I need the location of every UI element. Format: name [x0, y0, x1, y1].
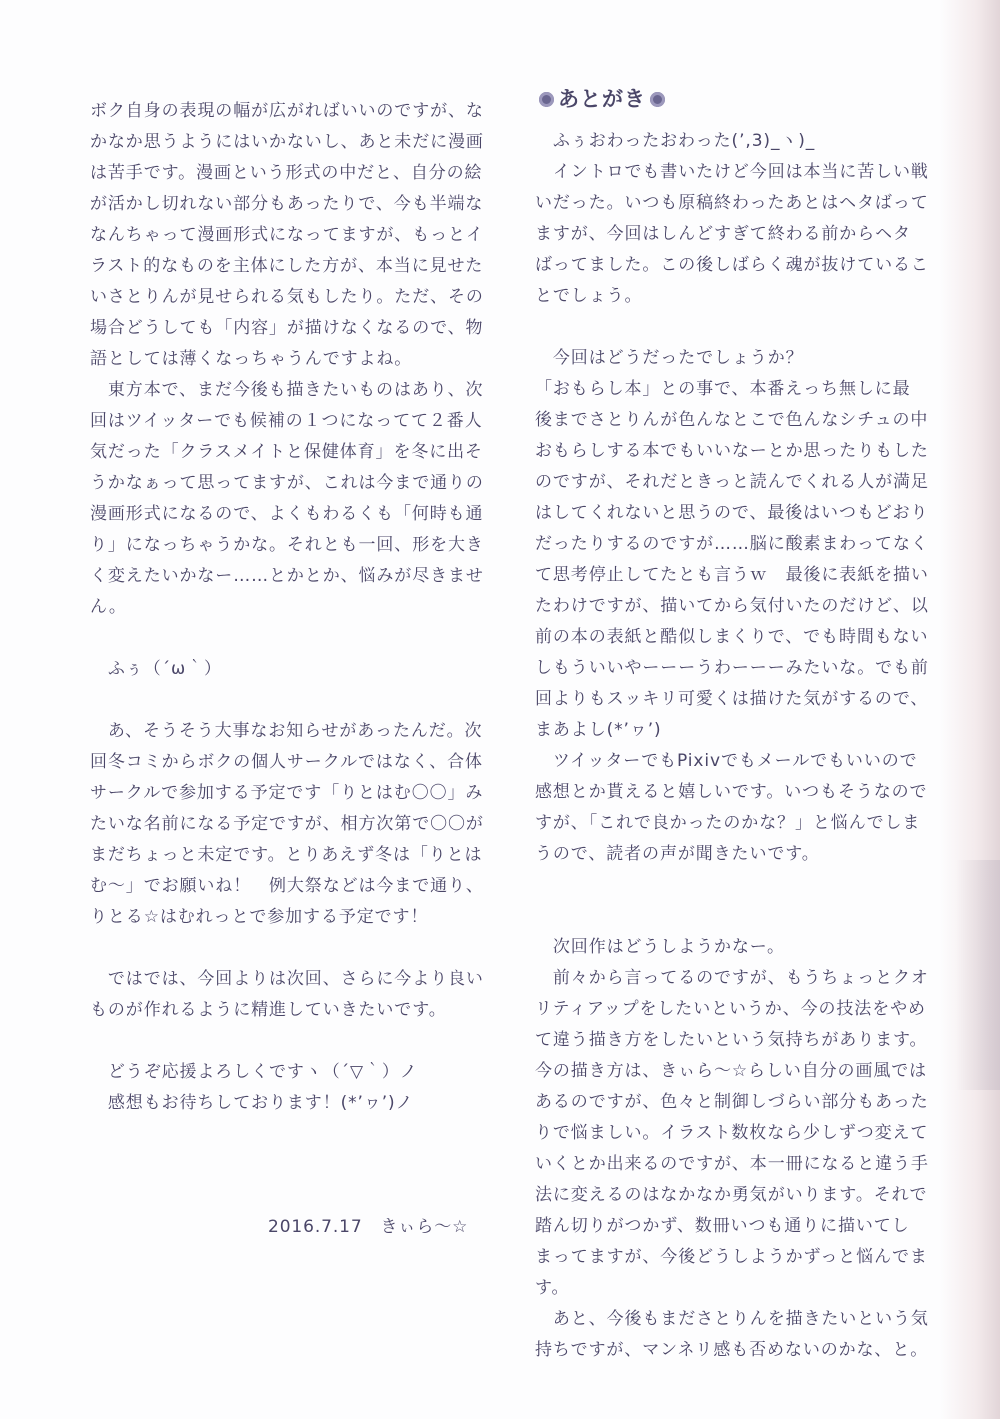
left-text-line: 感想もお待ちしております！(*’ヮ’)ノ	[90, 1093, 414, 1113]
left-text-column	[90, 96, 482, 1243]
right-text-line: しもういいやーーーうわーーーみたいな。でも前	[535, 658, 929, 678]
right-text-line: いくとか出来るのですが、本一冊になると違う手	[535, 1154, 929, 1174]
right-text-line: ツイッターでもPixivでもメールでもいいので	[535, 751, 918, 771]
right-text-line: 前々から言ってるのですが、もうちょっとクオ	[535, 968, 929, 988]
left-text-line: まだちょっと未定です。とりあえず冬は「りとは	[90, 845, 483, 865]
left-text-line: りとる☆はむれっとで参加する予定です！	[90, 907, 429, 927]
left-text-line: うかなぁって思ってますが、これは今まで通りの	[90, 473, 484, 493]
right-text-line: ふぅおわったおわった(’,3)_ヽ)_	[535, 131, 816, 151]
page-edge-shadow	[940, 0, 1000, 1419]
left-text-line: なんちゃって漫画形式になってますが、もっとイ	[90, 225, 484, 245]
left-text-line: ボク自身の表現の幅が広がればいいのですが、な	[90, 101, 484, 121]
left-text-line: く変えたいかなー……とかとか、悩みが尽きませ	[90, 566, 484, 586]
right-text-line: 今の描き方は、きぃら～☆らしい自分の画風では	[535, 1061, 928, 1081]
right-text-line: 後までさとりんが色んなとこで色んなシチュの中	[535, 410, 929, 430]
right-text-line: て思考停止してたとも言うｗ 最後に表紙を描い	[535, 565, 929, 585]
right-text-line: だったりするのですが……脳に酸素まわってなく	[535, 534, 929, 554]
right-text-line: あと、今後もまださとりんを描きたいという気	[535, 1309, 929, 1329]
right-text-line: て違う描き方をしたいという気持ちがあります。	[535, 1030, 928, 1050]
left-text-line	[90, 1150, 482, 1181]
right-text-line: イントロでも書いたけど今回は本当に苦しい戦	[535, 162, 929, 182]
right-text-line: とでしょう。	[535, 286, 643, 306]
left-text-line: 回はツイッターでも候補の１つになってて２番人	[90, 411, 483, 431]
right-text-line: はしてくれないと思うので、最後はいつもどおり	[535, 503, 929, 523]
afterword-heading	[535, 82, 927, 116]
right-text-line	[535, 312, 927, 343]
left-text-line: 東方本で、まだ今後も描きたいものはあり、次	[90, 380, 484, 400]
left-text-line	[90, 623, 482, 654]
left-text-line	[90, 933, 482, 964]
left-text-line: 語としては薄くなっちゃうんですよね。	[90, 349, 413, 369]
right-text-line: 法に変えるのはなかなか勇気がいります。それで	[535, 1185, 928, 1205]
right-text-line: 「おもらし本」との事で、本番えっち無しに最	[535, 379, 911, 399]
afterword-body	[535, 126, 927, 1366]
left-text-line: 漫画形式になるので、よくもわるくも「何時も通	[90, 504, 484, 524]
right-text-line: ばってました。この後しばらく魂が抜けているこ	[535, 255, 929, 275]
right-text-line: まあよし(*’ヮ’)	[535, 720, 662, 740]
right-text-line: うので、読者の声が聞きたいです。	[535, 844, 820, 864]
left-text-line: り」になっちゃうかな。それとも一回、形を大き	[90, 535, 484, 555]
left-text-line: 回冬コミからボクの個人サークルではなく、合体	[90, 752, 483, 772]
left-text-line: あ、そうそう大事なお知らせがあったんだ。次	[90, 721, 483, 741]
left-text-line: たいな名前になる予定ですが、相方次第で〇〇が	[90, 814, 484, 834]
right-text-line: あるのですが、色々と制御しづらい部分もあった	[535, 1092, 929, 1112]
date-signature: 2016.7.17 きぃら～☆	[268, 1217, 469, 1237]
left-text-line: 気だった「クラスメイトと保健体育」を冬に出そ	[90, 442, 483, 462]
right-text-line: たわけですが、描いてから気付いたのだけど、以	[535, 596, 929, 616]
right-text-line: リティアップをしたいというか、今の技法をやめ	[535, 999, 926, 1019]
right-text-line: おもらしする本でもいいなーとか思ったりもした	[535, 441, 929, 461]
afterword-heading-text: あとがき	[558, 86, 646, 111]
left-text-line: かなか思うようにはいかないし、あと未だに漫画	[90, 132, 484, 152]
left-text-line: ではでは、今回よりは次回、さらに今より良い	[90, 969, 484, 989]
left-text-line: ものが作れるように精進していきたいです。	[90, 1000, 447, 1020]
left-text-line: ふぅ（´ω｀）	[90, 659, 222, 679]
right-text-line: りで悩ましい。イラスト数枚なら少しずつ変えて	[535, 1123, 929, 1143]
right-text-line: いだった。いつも原稿終わったあとはヘタばって	[535, 193, 929, 213]
right-text-line: す。	[535, 1278, 570, 1298]
left-text-line: どうぞ応援よろしくですヽ（´▽｀）ノ	[90, 1062, 418, 1082]
right-text-line	[535, 901, 927, 932]
left-text-line	[90, 685, 482, 716]
right-text-line: のですが、それだときっと読んでくれる人が満足	[535, 472, 929, 492]
left-text-line: は苦手です。漫画という形式の中だと、自分の絵	[90, 163, 483, 183]
left-text-line: 場合どうしても「内容」が描けなくなるので、物	[90, 318, 484, 338]
right-text-line: 感想とか貰えると嬉しいです。いつもそうなので	[535, 782, 928, 802]
left-text-line: ラスト的なものを主体にした方が、本当に見せた	[90, 256, 484, 276]
left-text-line	[90, 1181, 482, 1212]
right-text-line: ますが、今回はしんどすぎて終わる前からヘタ	[535, 224, 911, 244]
right-text-line: 次回作はどうしようかなー。	[535, 937, 785, 957]
right-text-line: すが、「これで良かったのかな？」と悩んでしま	[535, 813, 921, 833]
left-text-line: ん。	[90, 597, 127, 617]
left-text-line	[90, 1026, 482, 1057]
right-text-column	[535, 82, 927, 1366]
right-text-line: まってますが、今後どうしようかずっと悩んでま	[535, 1247, 928, 1267]
left-text-line: が活かし切れない部分もあったりで、今も半端な	[90, 194, 484, 214]
right-text-line: 前の本の表紙と酷似しまくりで、でも時間もない	[535, 627, 929, 647]
circle-ornament-icon	[539, 92, 554, 107]
right-text-line: 持ちですが、マンネリ感も否めないのかな、と。	[535, 1340, 929, 1360]
circle-ornament-icon	[650, 92, 665, 107]
left-text-line: む～」でお願いね！ 例大祭などは今まで通り、	[90, 876, 484, 896]
right-text-line: 今回はどうだったでしょうか？	[535, 348, 804, 368]
right-text-line: 回よりもスッキリ可愛くは描けた気がするので、	[535, 689, 929, 709]
left-text-line: サークルで参加する予定です「りとはむ〇〇」み	[90, 783, 484, 803]
right-text-line: 踏ん切りがつかず、数冊いつも通りに描いてし	[535, 1216, 910, 1236]
left-text-line	[90, 1119, 482, 1150]
left-text-line: いさとりんが見せられる気もしたり。ただ、その	[90, 287, 484, 307]
right-text-line	[535, 870, 927, 901]
